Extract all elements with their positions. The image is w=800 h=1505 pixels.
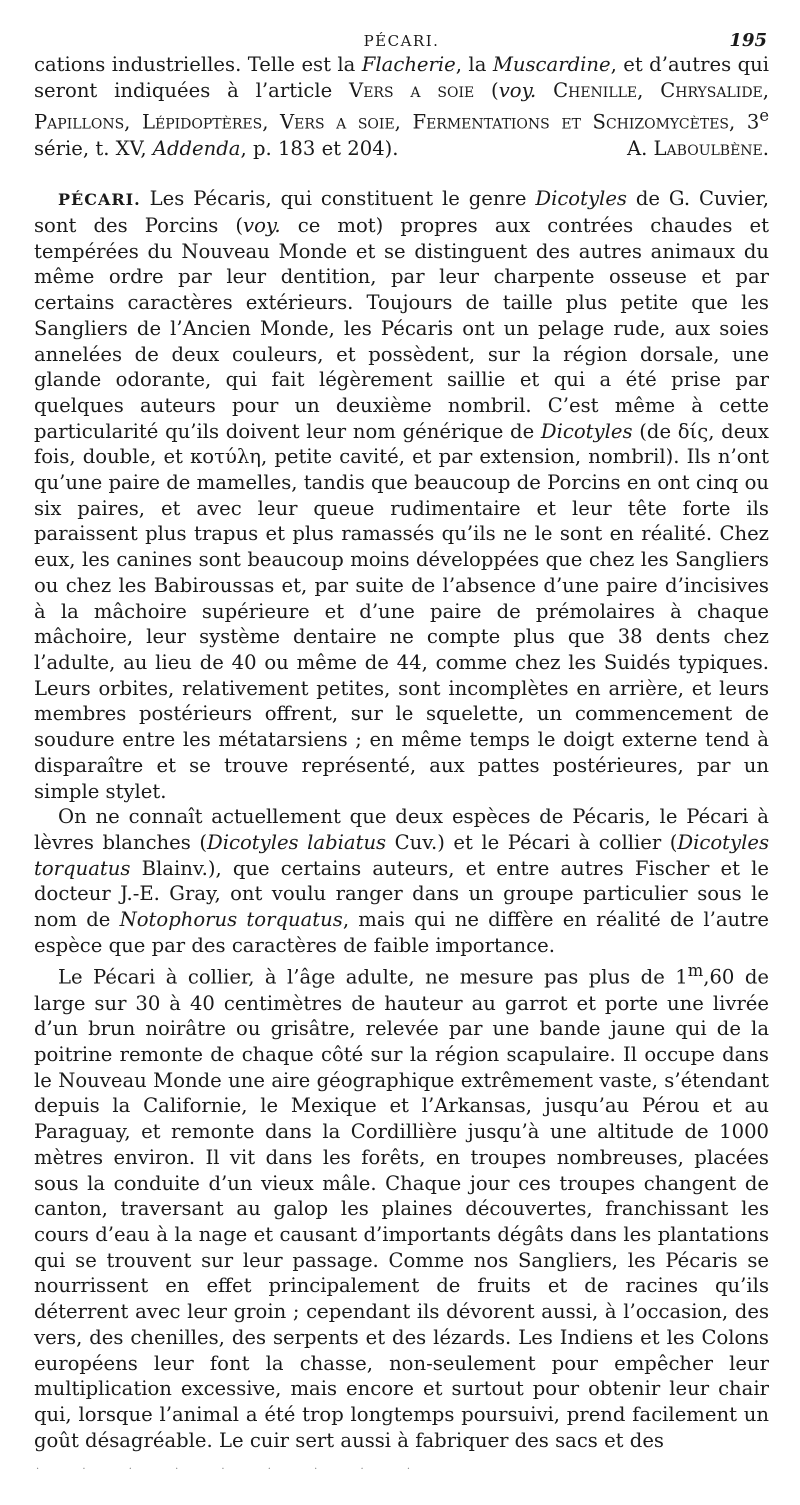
page-number: 195 [729,30,767,51]
entry-paragraph: PÉCARI. Les Pécaris, qui constituent le genre Dicotyles de G. Cuvier, sont des Porcins (voy. ce mot) propres aux contrées chaudes et tempérées du Nouveau Monde et se distinguent des autres animaux du même ordre par leur dentition, par leur charpente osseuse et par certains caractères extérieurs. Toujours de taille plus petite que les Sangliers de l’Ancien Monde, les Pécaris ont un pelage rude, aux soies annelées de deux couleurs, et possèdent, sur la région dorsale, une glande odorante, qui fait légèrement saillie et qui a été prise par quelques auteurs pour un deuxième nombril. C’est même à cette particularité qu’ils doivent leur nom générique de Dicotyles (de δίς, deux fois, double, et κοτύλη, petite cavité, et par extension, nombril). Ils n’ont qu’une paire de mamelles, tandis que beaucoup de Porcins en ont cinq ou six paires, et avec leur queue rudimentaire et leur tête forte ils paraissent plus trapus et plus ramassés qu’ils ne le sont en réalité. Chez eux, les canines sont beaucoup moins développées que chez les Sangliers ou chez les Babiroussas et, par suite de l’absence d’une paire d’incisives à la mâchoire supérieure et d’une paire de prémolaires à chaque mâchoire, leur système dentaire ne compte plus que 38 dents chez l’adulte, au lieu de 40 ou même de 44, comme chez les Suidés typiques. Leurs orbites, relativement petites, sont incomplètes en arrière, et leurs membres postérieurs offrent, sur le squelette, un commencement de soudure entre les métatarsiens ; en même temps le doigt externe tend à disparaître et se trouve représenté, aux pattes postérieures, par un simple stylet. [34,187,769,803]
collared-paragraph: Le Pécari à collier, à l’âge adulte, ne mesure pas plus de 1$^m$,60 de large sur 30 à 40 centimètres de hauteur au garrot et porte une livrée d’un brun noirâtre ou grisâtre, relevée par une bande jaune qui de la poitrine remonte de chaque côté sur la région scapulaire. Il occupe dans le Nouveau Monde une aire géographique extrêmement vaste, s’étendant depuis la Californie, le Mexique et l’Arkansas, jusqu’au Pérou et au Paraguay, et remonte dans la Cordillière jusqu’à une altitude de 1000 mètres environ. Il vit dans les forêts, en troupes nombreuses, placées sous la conduite d’un vieux mâle. Chaque jour ces troupes changent de canton, traversant au galop les plaines découvertes, franchissant les cours d’eau à la nage et causant d’importants dégâts dans les plantations qui se trouvent sur leur passage. Comme nos Sangliers, les Pécaris se nourrissent en effet principalement de fruits et de racines qu’ils déterrent avec leur groin ; cependant ils dévorent aussi, à l’occasion, des vers, des chenilles, des serpents et des lézards. Les Indiens et les Colons européens leur font la chasse, non-seulement pour empêcher leur multiplication excessive, mais encore et surtout pour obtenir leur chair qui, lorsque l’animal a été trop longtemps poursuivi, prend facilement un goût désagréable. Le cuir sert aussi à fabriquer des sacs et des [34,961,769,1452]
entry-headword: PÉCARI. [58,190,141,210]
page-header [34,0,769,52]
footer-dots: · · · · · · · · · [36,1464,431,1475]
page [34,0,769,1453]
continuation-paragraph: cations industrielles. Telle est la Flacherie, la Muscardine, et d’autres qui seront indiquées à l’article Vers a soie (voy. Chenille, Chrysalide, Papillons, Lépidoptères, Vers a soie, Fermentations et Schizomycètes, 3e série, t. XV, Addenda, p. 183 et 204). A. Laboulbène. [34,53,769,160]
author-signature: A. Laboulbène. [626,136,769,160]
species-paragraph: On ne connaît actuellement que deux espèces de Pécaris, le Pécari à lèvres blanches (Dicotyles labiatus Cuv.) et le Pécari à collier (Dicotyles torquatus Blainv.), que certains auteurs, et entre autres Fischer et le docteur J.-E. Gray, ont voulu ranger dans un groupe particulier sous le nom de Notophorus torquatus, mais qui ne diffère en réalité de l’autre espèce que par des caractères de faible importance. [34,805,770,957]
running-head: PÉCARI. [363,32,440,50]
